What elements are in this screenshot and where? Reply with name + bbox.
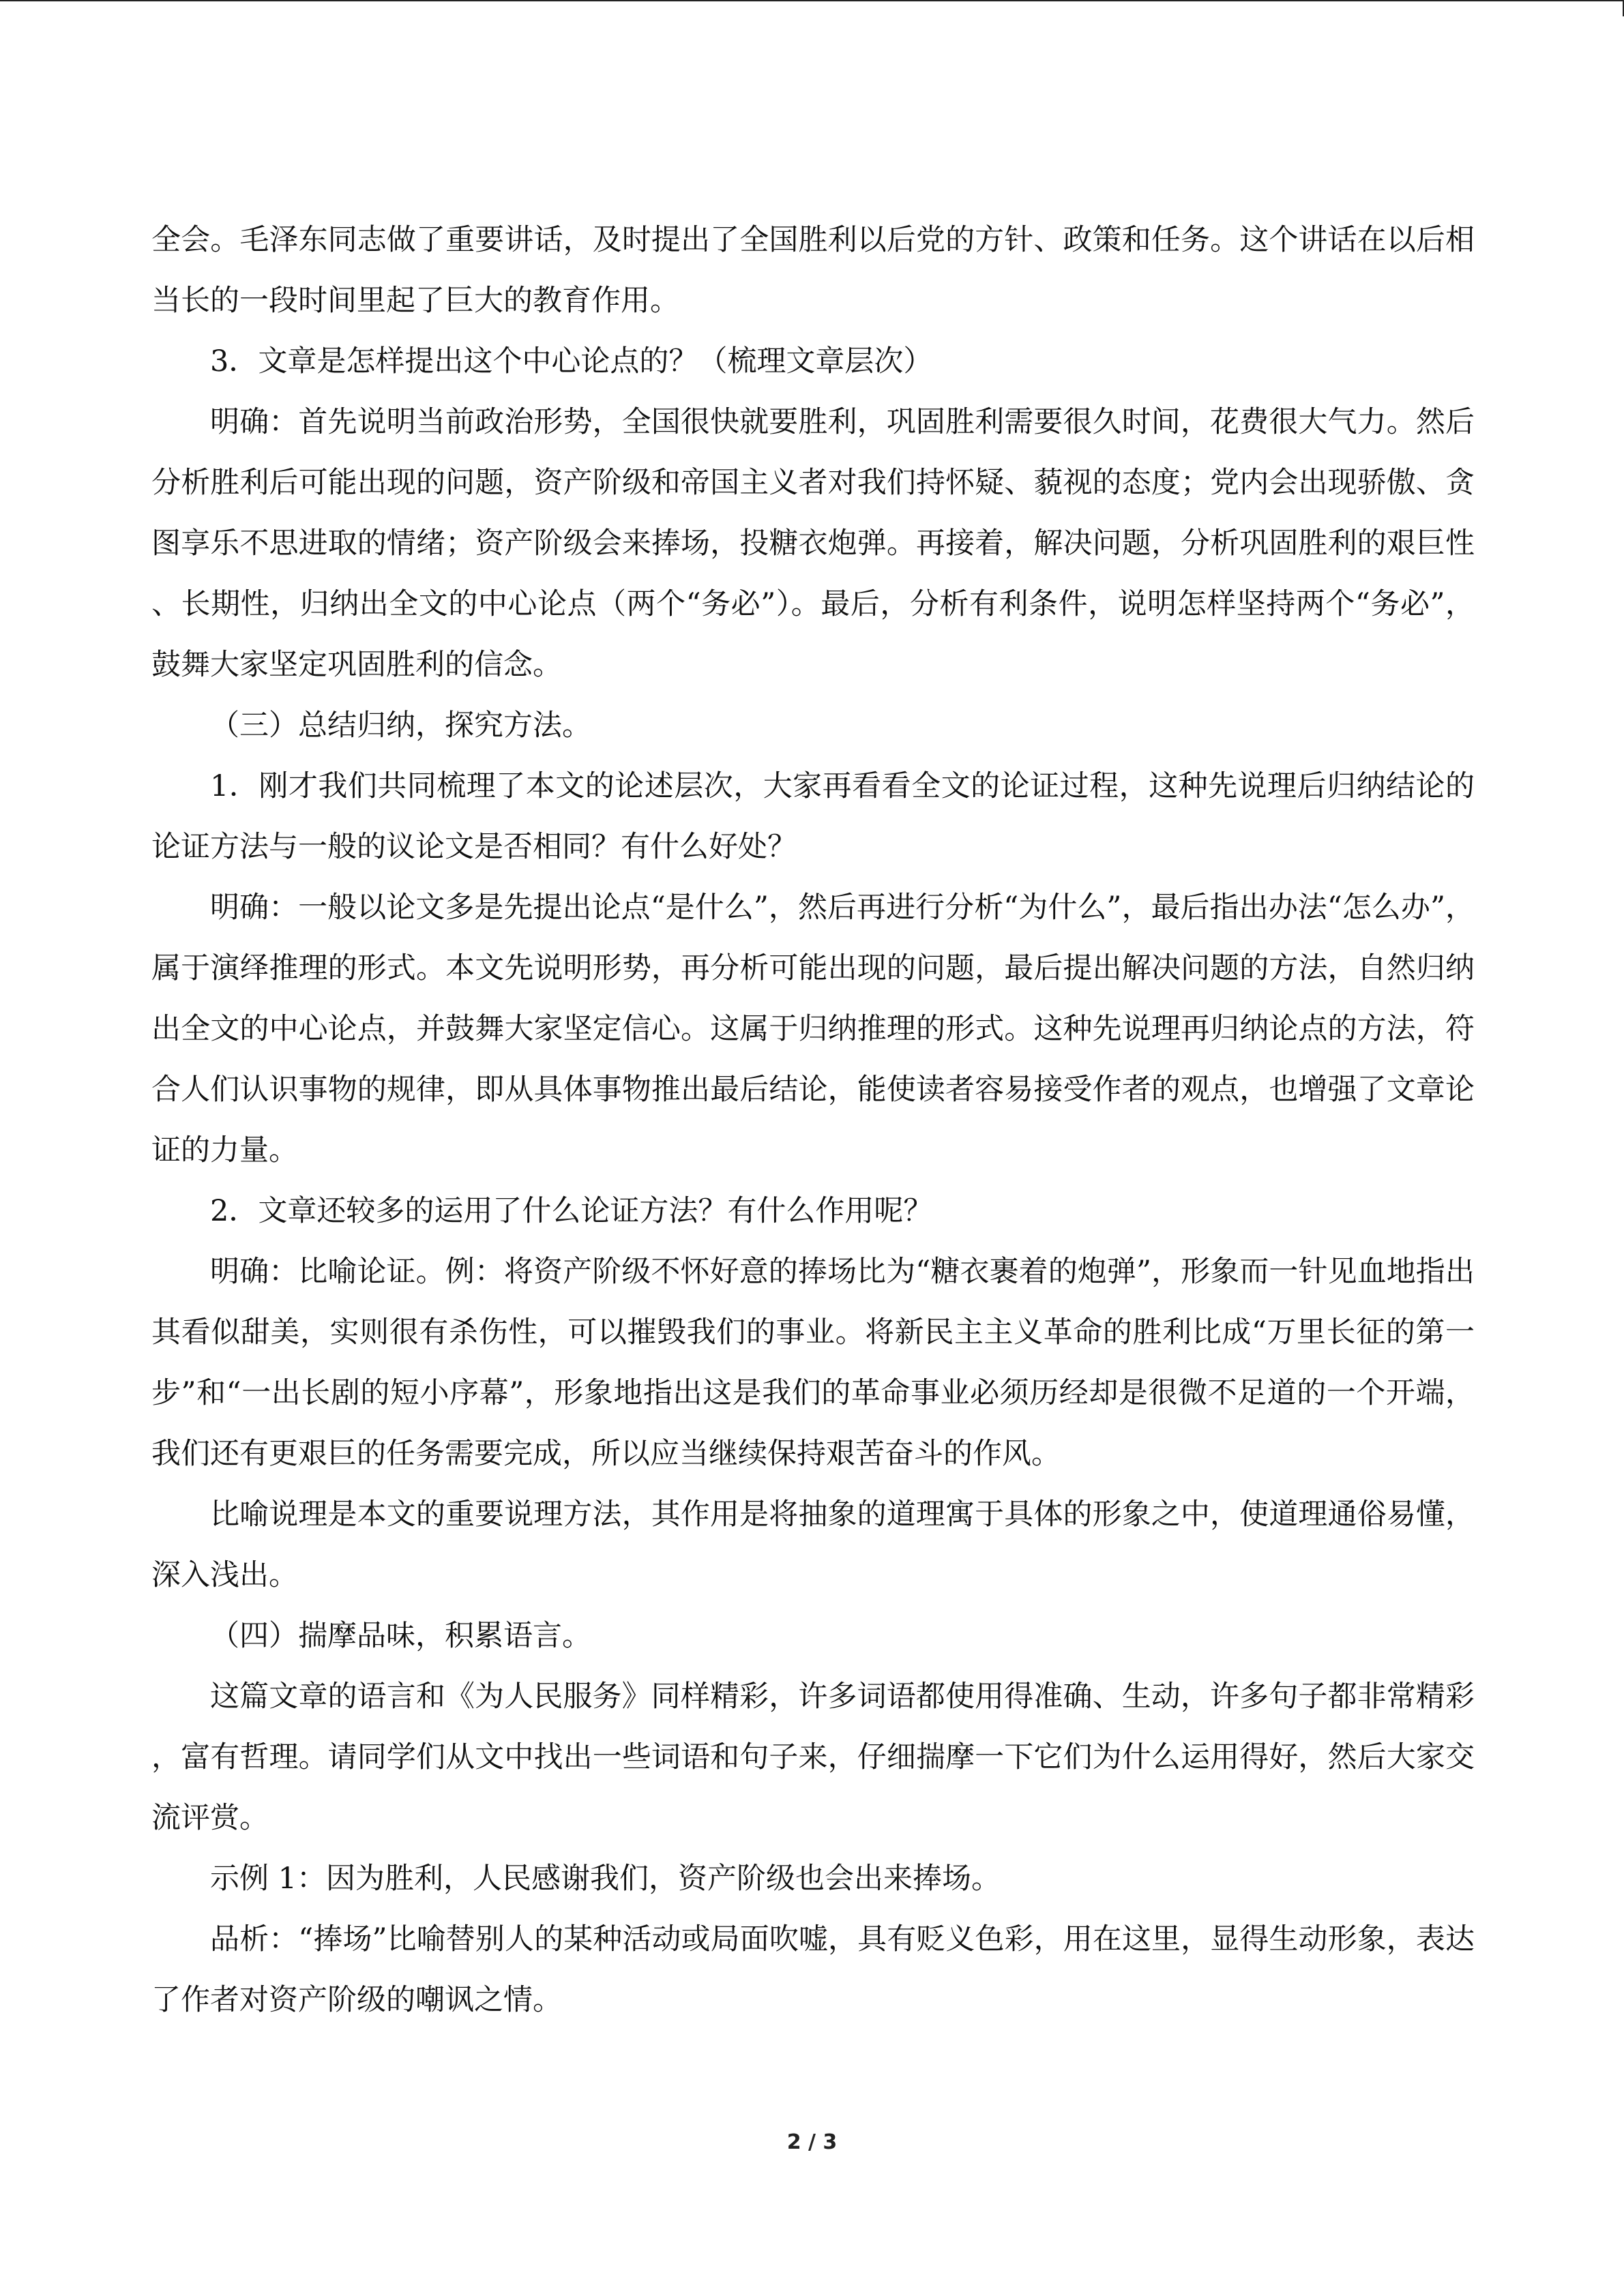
metaphor-summary: 比喻说理是本文的重要说理方法，其作用是将抽象的道理寓于具体的形象之中，使道理通俗易懂，深入浅出。 bbox=[151, 1497, 1475, 1592]
question-3: 3．文章是怎样提出这个中心论点的？（梳理文章层次） bbox=[210, 344, 933, 378]
language-intro: 这篇文章的语言和《为人民服务》同样精彩，许多词语都使用得准确、生动，许多句子都非常精彩，富有哲理。请同学们从文中找出一些词语和句子来，仔细揣摩一下它们为什么运用得好，然后大家交流评赏。 bbox=[151, 1680, 1475, 1835]
top-border-line bbox=[0, 0, 1624, 1]
answer-1: 明确：一般以论文多是先提出论点“是什么”，然后再进行分析“为什么”，最后指出办法“怎么办”，属于演绎推理的形式。本文先说明形势，再分析可能出现的问题，最后提出解决问题的方法，自然归纳出全文的中心论点，并鼓舞大家坚定信心。这属于归纳推理的形式。这种先说理再归纳论点的方法，符合人们认识事物的规律，即从具体事物推出最后结论，能使读者容易接受作者的观点，也增强了文章论证的力量。 bbox=[151, 891, 1475, 1167]
paragraph-continuation: 全会。毛泽东同志做了重要讲话，及时提出了全国胜利以后党的方针、政策和任务。这个讲话在以后相当长的一段时间里起了巨大的教育作用。 bbox=[151, 223, 1475, 318]
answer-3: 明确：首先说明当前政治形势，全国很快就要胜利，巩固胜利需要很久时间，花费很大气力。然后分析胜利后可能出现的问题，资产阶级和帝国主义者对我们持怀疑、藐视的态度；党内会出现骄傲、贪图享乐不思进取的情绪；资产阶级会来捧场，投糖衣炮弹。再接着，解决问题，分析巩固胜利的艰巨性、长期性，归纳出全文的中心论点（两个“务必”）。最后，分析有利条件，说明怎样坚持两个“务必”，鼓舞大家坚定巩固胜利的信念。 bbox=[151, 405, 1475, 682]
analysis-1: 品析：“捧场”比喻替别人的某种活动或局面吹嘘，具有贬义色彩，用在这里，显得生动形象，表达了作者对资产阶级的嘲讽之情。 bbox=[151, 1922, 1475, 2017]
document-body bbox=[151, 210, 1475, 2031]
section-heading-3: （三）总结归纳，探究方法。 bbox=[210, 709, 591, 743]
page-number: 2 / 3 bbox=[786, 2130, 838, 2154]
answer-2: 明确：比喻论证。例：将资产阶级不怀好意的捧场比为“糖衣裹着的炮弹”，形象而一针见血地指出其看似甜美，实则很有杀伤性，可以摧毁我们的事业。将新民主主义革命的胜利比成“万里长征的第一步”和“一出长剧的短小序幕”，形象地指出这是我们的革命事业必须历经却是很微不足道的一个开端，我们还有更艰巨的任务需要完成，所以应当继续保持艰苦奋斗的作风。 bbox=[151, 1255, 1475, 1471]
question-1: 1．刚才我们共同梳理了本文的论述层次，大家再看看全文的论证过程，这种先说理后归纳结论的论证方法与一般的议论文是否相同？有什么好处？ bbox=[151, 769, 1475, 864]
example-1: 示例 1：因为胜利，人民感谢我们，资产阶级也会出来捧场。 bbox=[210, 1862, 1001, 1896]
question-2: 2．文章还较多的运用了什么论证方法？有什么作用呢？ bbox=[210, 1194, 933, 1228]
section-heading-4: （四）揣摩品味，积累语言。 bbox=[210, 1619, 591, 1653]
